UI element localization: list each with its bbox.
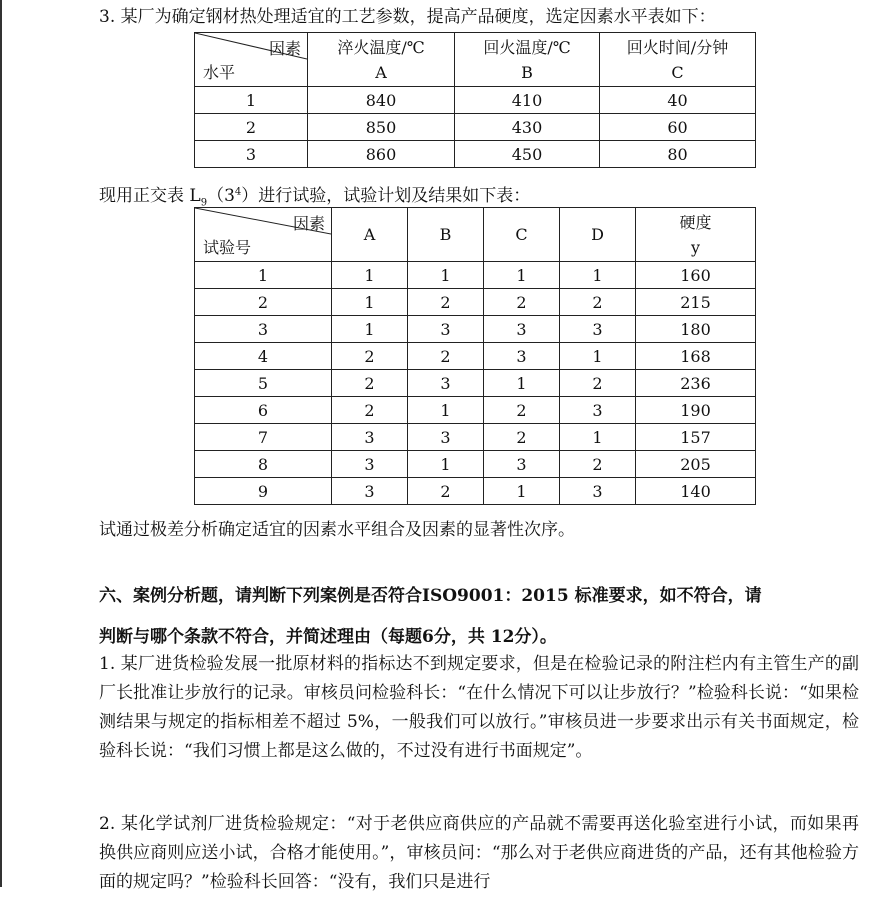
page-left-border <box>0 0 2 887</box>
table2-header-hardness: 硬度 y <box>636 208 756 262</box>
case2-paragraph: 2. 某化学试剂厂进货检验规定：“对于老供应商供应的产品就不需要再送化验室进行小试，而如果再换供应商则应送小试，合格才能使用。”，审核员问：“那么对于老供应商进货的产品，还有其他检验方面的规定吗？”检验科长回答：“没有，我们只是进行 <box>99 814 860 892</box>
corner-label-trial: 试验号 <box>203 238 252 257</box>
table1-corner-cell <box>195 33 308 87</box>
table-row: 1 840 410 40 <box>195 87 756 114</box>
table-row: 3 1 3 3 3 180 <box>195 316 756 343</box>
factor-level-table <box>194 32 756 168</box>
table2-header-d: D <box>560 208 636 262</box>
table-row: 1 1 1 1 1 160 <box>195 262 756 289</box>
table1-header-a: 淬火温度/℃ A <box>308 33 455 87</box>
table1-header-c: 回火时间/分钟 C <box>600 33 756 87</box>
table-row: 3 860 450 80 <box>195 141 756 168</box>
table-row: 8 3 1 3 2 205 <box>195 451 756 478</box>
table-row: 5 2 3 1 2 236 <box>195 370 756 397</box>
case1-paragraph: 1. 某厂进货检验发展一批原材料的指标达不到规定要求，但是在检验记录的附注栏内有主管生产的副厂长批准让步放行的记录。审核员问检验科长：“在什么情况下可以让步放行？”检验科长说：“如果检测结果与规定的指标相差不超过 5%，一般我们可以放行。”审核员进一步要求出示有关书面规定，检验科长说：“我们习惯上都是这么做的，不过没有进行书面规定”。 <box>99 654 859 761</box>
table-row: 9 3 2 1 3 140 <box>195 478 756 505</box>
corner-label-factor: 因素 <box>292 214 325 233</box>
table2-header-c: C <box>484 208 560 262</box>
table-row: 7 3 3 2 1 157 <box>195 424 756 451</box>
table2-header-a: A <box>332 208 408 262</box>
q3-intro: 3. 某厂为确定钢材热处理适宜的工艺参数，提高产品硬度，选定因素水平表如下： <box>99 7 716 27</box>
corner-label-factor: 因素 <box>268 39 301 58</box>
table2-corner-cell <box>195 208 332 262</box>
section6-heading-line1: 六、案例分析题，请判断下列案例是否符合ISO9001：2015 标准要求，如不符合，请 <box>99 586 762 606</box>
orthogonal-array-text: 现用正交表 $L_9(3^4)$进行试验，试验计划及结果如下表： <box>99 186 531 209</box>
table-row: 2 1 2 2 2 215 <box>195 289 756 316</box>
table-row: 4 2 2 3 1 168 <box>195 343 756 370</box>
table-row: 2 850 430 60 <box>195 114 756 141</box>
table2-header-b: B <box>408 208 484 262</box>
experiment-results-table <box>194 207 756 505</box>
corner-label-level: 水平 <box>203 63 236 82</box>
table1-header-b: 回火温度/℃ B <box>455 33 600 87</box>
table-row: 6 2 1 2 3 190 <box>195 397 756 424</box>
q3-question: 试通过极差分析确定适宜的因素水平组合及因素的显著性次序。 <box>99 520 575 540</box>
section6-heading-line2: 判断与哪个条款不符合，并简述理由（每题6分，共 12分）。 <box>99 627 557 647</box>
